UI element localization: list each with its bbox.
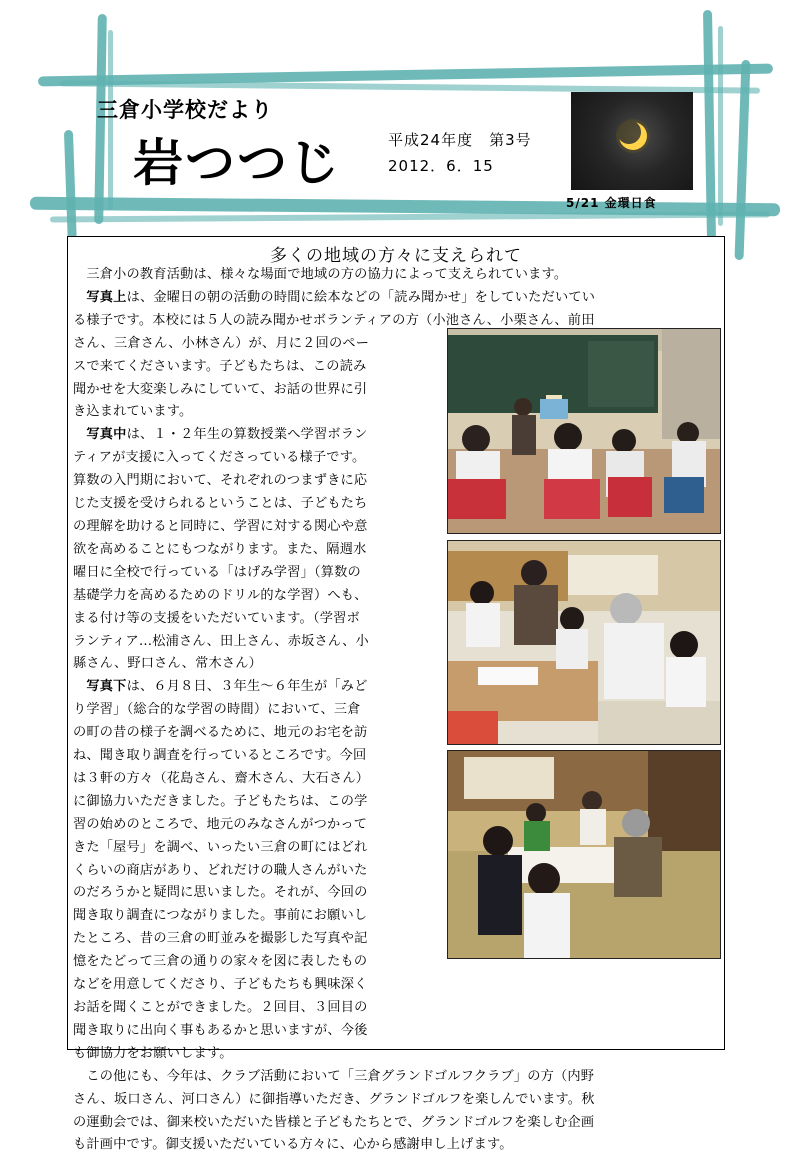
article-line: る様子です。本校には５人の読み聞かせボランティアの方（小池さん、小栗さん、前田: [73, 312, 595, 328]
article-line: 写真下は、６月８日、３年生～６年生が「みど: [86, 679, 368, 695]
photo-reference: 写真中: [86, 427, 127, 443]
article-line: 基礎学力を高めるためのドリル的な学習）へも、: [73, 587, 368, 603]
article-line: の理解を助けると同時に、学習に対する関心や意: [73, 518, 368, 534]
photo-storytelling: [447, 328, 721, 534]
article-line: たところ、昔の三倉の町並みを撮影した写真や記: [73, 931, 368, 947]
school-name: 三倉小学校だより: [97, 98, 273, 122]
article-line: ティアが支援に入ってくださっている様子です。: [73, 450, 366, 466]
article-line: お話を聞くことができました。２回目、３回目の: [73, 1000, 368, 1015]
article-line: この他にも、今年は、クラブ活動において「三倉グランドゴルフクラブ」の方（内野: [73, 1068, 595, 1084]
article-line: り学習」（総合的な学習の時間）において、三倉: [73, 702, 361, 718]
article-line: 写真上は、金曜日の朝の活動の時間に絵本などの「読み聞かせ」をしていただいてい: [86, 289, 596, 305]
article-line: も計画中です。御支援いただいている方々に、心から感謝申し上げます。: [73, 1137, 513, 1153]
article-line: は３軒の方々（花島さん、齋木さん、大石さん）: [73, 770, 370, 786]
article-line: などを用意してくださり、子どもたちも興味深く: [73, 977, 368, 993]
eclipse-photo: [571, 92, 693, 190]
photo-math-support: [447, 540, 721, 745]
photo-reference: 写真下: [86, 679, 127, 695]
article-line: 聞き取り調査につながりました。事前にお願いし: [73, 908, 368, 924]
article-line: 聞かせを大変楽しみにしていて、お話の世界に引: [73, 381, 368, 397]
article-line: きた「屋号」を調べ、いったい三倉の町にはどれ: [73, 839, 368, 855]
article-line: 曜日に全校で行っている「はげみ学習」（算数の: [73, 564, 361, 580]
article-line: ランティア…松浦さん、田上さん、赤坂さん、小: [73, 633, 369, 649]
article-line: まる付け等の支援をいただいています。（学習ボ: [73, 610, 360, 626]
article-line: 写真中は、１・２年生の算数授業へ学習ボラン: [86, 427, 368, 443]
article-line: 縣さん、野口さん、常木さん）: [73, 656, 263, 672]
article-line: 三倉小の教育活動は、様々な場面で地域の方の協力によって支えられています。: [73, 267, 568, 282]
article-line: さん、三倉さん、小林さん）が、月に２回のペー: [73, 335, 370, 351]
issue-info: [388, 127, 532, 179]
article-line: も御協力をお願いします。: [73, 1045, 233, 1061]
article-line: くらいの商店があり、どれだけの職人さんがいた: [73, 862, 368, 878]
article-line: に御協力いただきました。子どもたちは、この学: [73, 793, 368, 809]
issue-date: 2012．6．15: [388, 157, 494, 175]
photo-reference: 写真上: [86, 289, 127, 305]
article-line: 算数の入門期において、それぞれのつまずきに応: [73, 473, 368, 489]
issue-number: 平成24年度 第3号: [388, 131, 532, 149]
article-line: き込まれています。: [73, 404, 193, 420]
photo-interview: [447, 750, 721, 959]
article-line: 欲を高めることにもつながります。また、隔週水: [73, 541, 367, 557]
article-line: さん、坂口さん、河口さん）に御指導いただき、グランドゴルフを楽しんでいます。秋: [73, 1091, 595, 1107]
article-headline: 多くの地域の方々に支えられて: [270, 246, 522, 266]
article-line: じた支援を受けられるということは、子どもたち: [73, 496, 368, 512]
article-line: 憶をたどって三倉の通りの家々を図に表したもの: [73, 954, 368, 970]
eclipse-caption: 5/21 金環日食: [566, 196, 657, 210]
article-line: のだろうかと疑問に思いました。それが、今回の: [73, 885, 368, 901]
article-line: 習の始めのところで、地元のみなさんがつかって: [73, 816, 368, 832]
newsletter-title: 岩つつじ: [133, 134, 341, 192]
article-line: ね、聞き取り調査を行っているところです。今回: [73, 748, 367, 764]
article-line: 聞き取りに出向く事もあるかと思いますが、今後: [73, 1022, 368, 1038]
article-line: スで来てくださいます。子どもたちは、この読み: [73, 358, 367, 374]
article-line: の運動会では、御来校いただいた皆様と子どもたちとで、グランドゴルフを楽しむ企画: [73, 1114, 595, 1130]
article-line: の町の昔の様子を調べるために、地元のお宅を訪: [73, 725, 368, 741]
